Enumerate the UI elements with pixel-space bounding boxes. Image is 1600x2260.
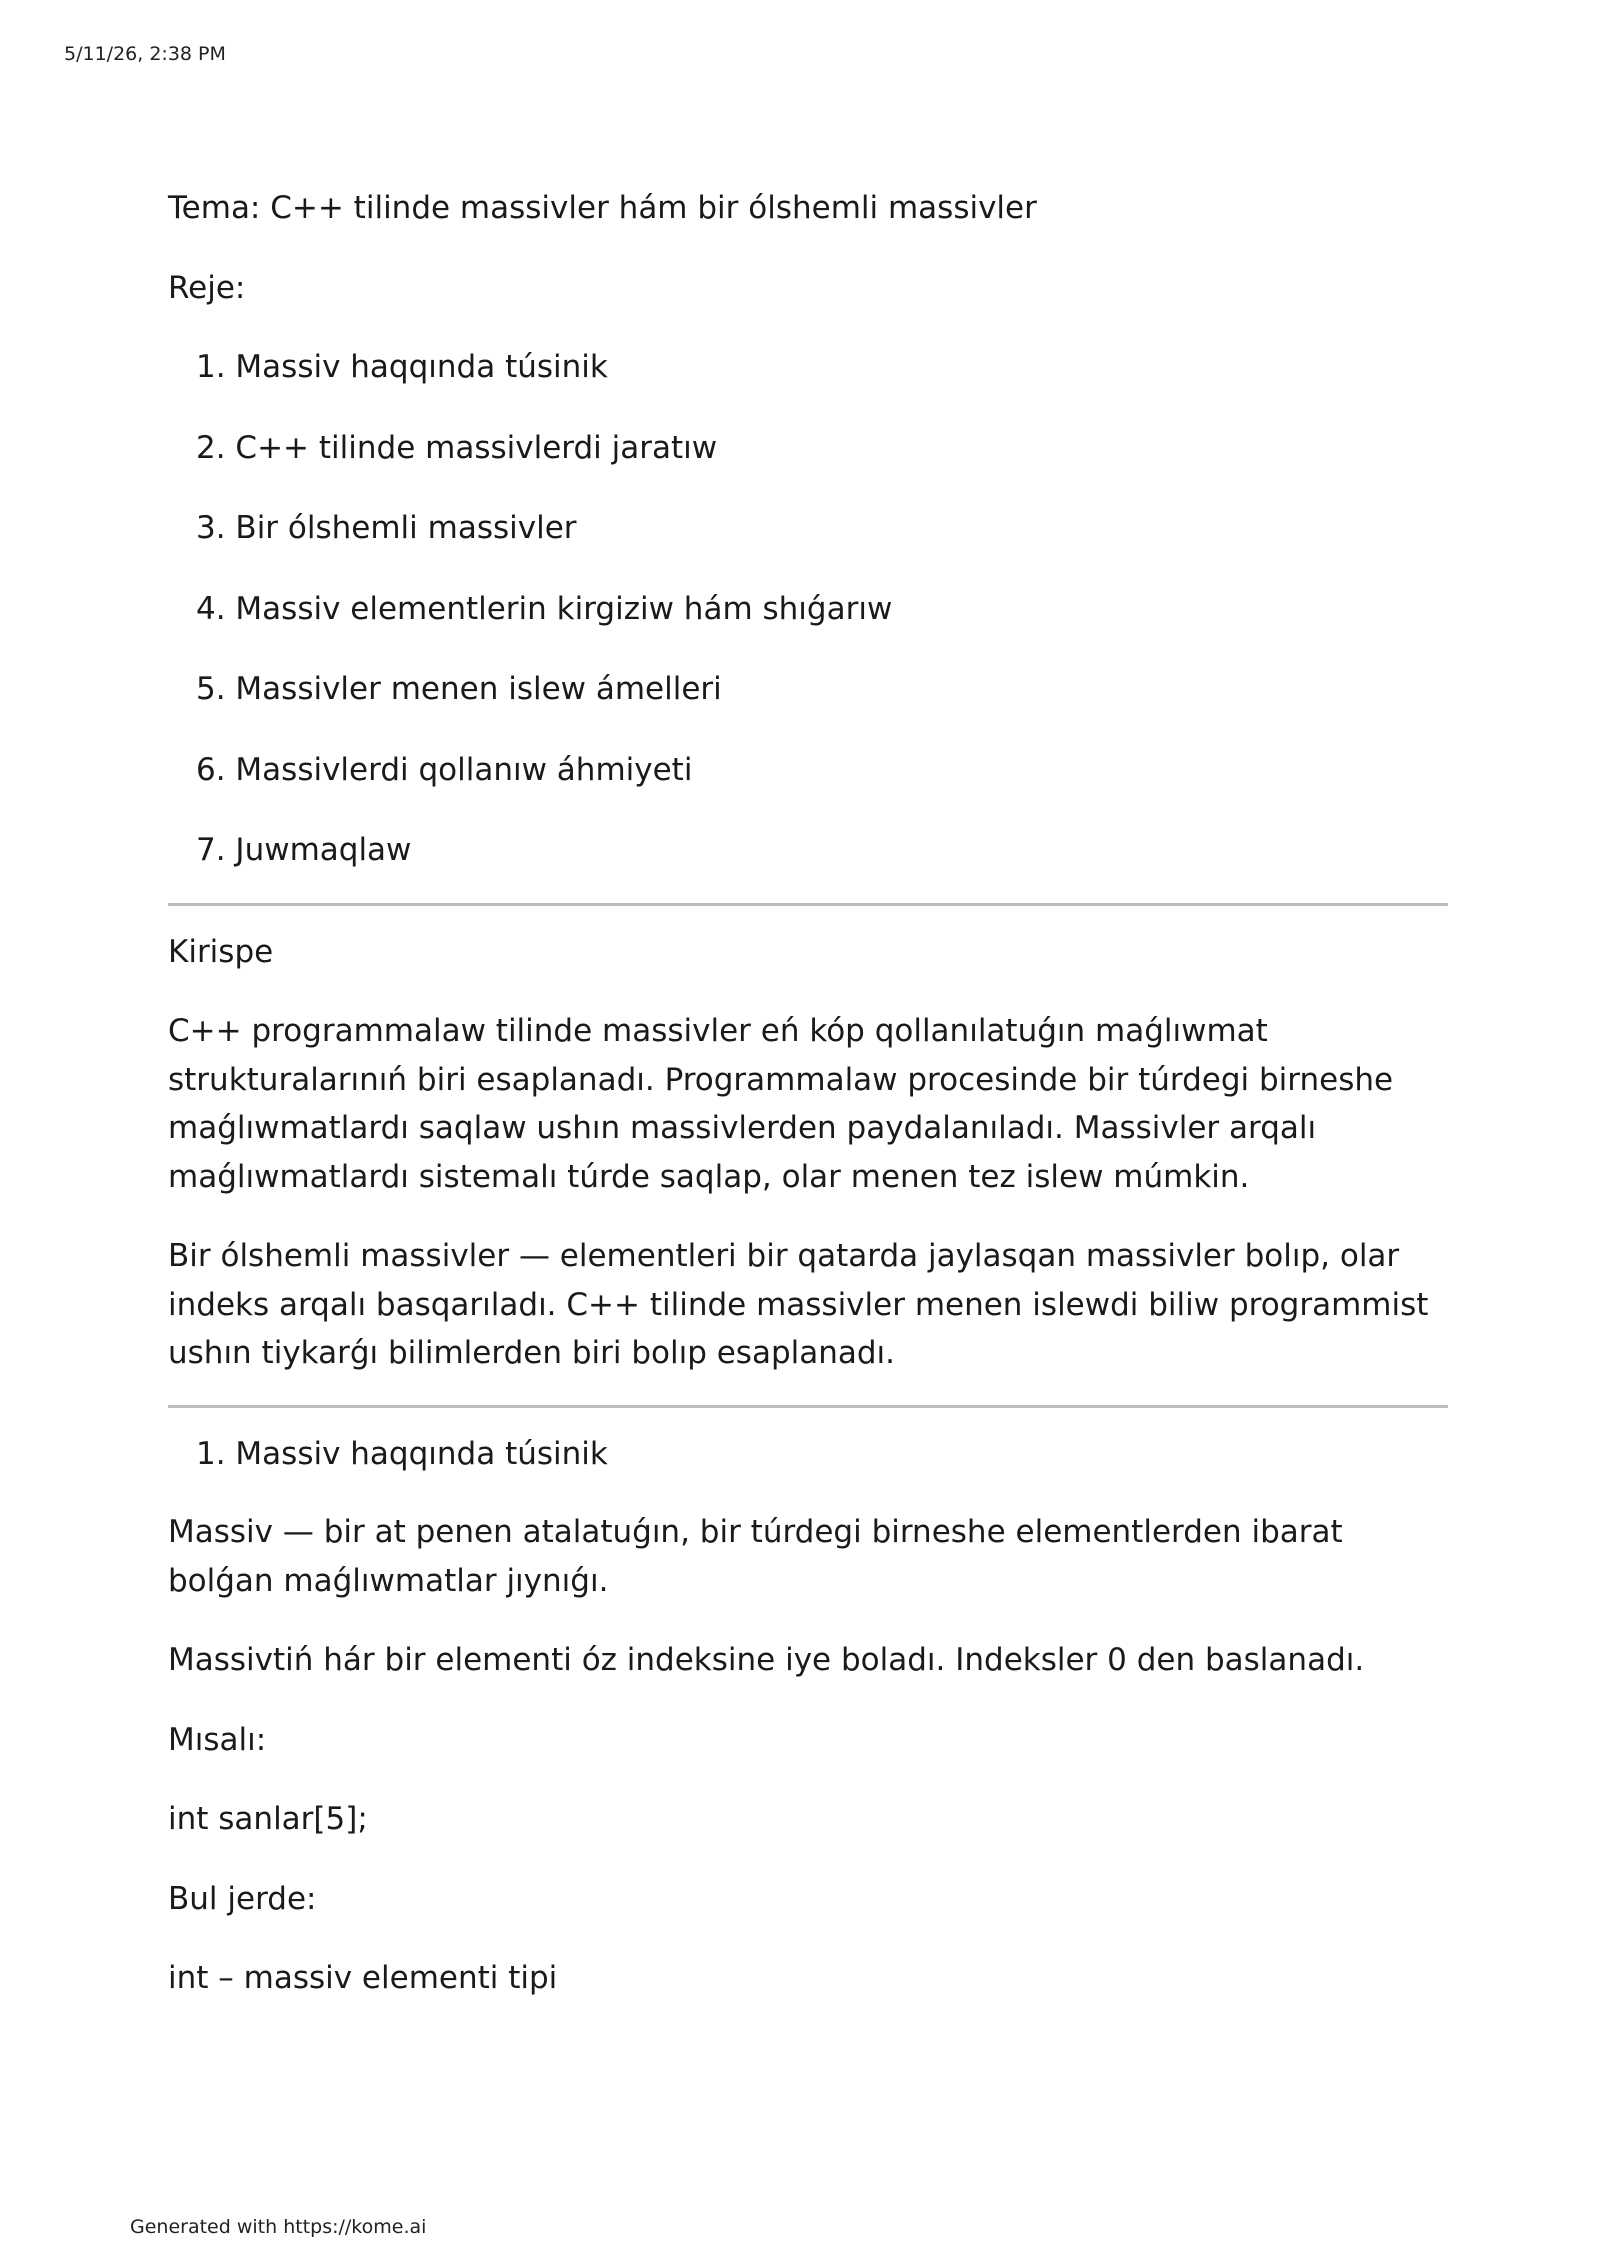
plan-item: 5. Massivler menen islew ámelleri bbox=[196, 671, 722, 707]
intro-heading: Kirispe bbox=[168, 933, 274, 970]
plan-item: 6. Massivlerdi qollanıw áhmiyeti bbox=[196, 751, 693, 788]
document-body bbox=[168, 184, 1448, 2034]
section-heading-list bbox=[168, 1430, 1448, 1479]
plan-item: 2. C++ tilinde massivlerdi jaratıw bbox=[196, 429, 718, 466]
example-code: int sanlar[5]; bbox=[168, 1801, 368, 1837]
plan-item: 4. Massiv elementlerin kirgiziw hám shıǵarıw bbox=[196, 590, 893, 627]
document-title: Tema: C++ tilinde massivler hám bir ólshemli massivler bbox=[168, 190, 1037, 226]
divider bbox=[168, 903, 1448, 906]
explanation-line: int – massiv elementi tipi bbox=[168, 1960, 558, 1996]
print-footer: Generated with https://kome.ai bbox=[130, 2216, 427, 2238]
section-paragraph: Massiv — bir at penen atalatuǵın, bir túrdegi birneshe elementlerden ibarat bolǵan maǵlıwmatlar jıynıǵı. bbox=[168, 1514, 1343, 1599]
plan-label: Reje: bbox=[168, 269, 246, 306]
plan-item: 3. Bir ólshemli massivler bbox=[196, 510, 577, 546]
print-timestamp: 5/11/26, 2:38 PM bbox=[64, 43, 226, 65]
intro-paragraph: C++ programmalaw tilinde massivler eń kóp qollanılatuǵın maǵlıwmat strukturalarınıń biri esaplanadı. Programmalaw procesinde bir túrdegi birneshe maǵlıwmatlardı saqlaw ushın massivlerden paydalanıladı. Massivler arqalı maǵlıwmatlardı sistemalı túrde saqlap, olar menen tez islew múmkin. bbox=[168, 1013, 1394, 1195]
plan-item: 1. Massiv haqqında túsinik bbox=[196, 349, 608, 385]
plan-list bbox=[168, 343, 1448, 875]
section-paragraph: Massivtiń hár bir elementi óz indeksine iye boladı. Indeksler 0 den baslanadı. bbox=[168, 1642, 1365, 1678]
here-label: Bul jerde: bbox=[168, 1880, 317, 1917]
divider bbox=[168, 1405, 1448, 1408]
section-heading: 1. Massiv haqqında túsinik bbox=[196, 1435, 608, 1472]
plan-item: 7. Juwmaqlaw bbox=[196, 832, 412, 868]
example-label: Mısalı: bbox=[168, 1721, 267, 1758]
intro-paragraph: Bir ólshemli massivler — elementleri bir qatarda jaylasqan massivler bolıp, olar indeks arqalı basqarıladı. C++ tilinde massivler menen islewdi biliw programmist ushın tiykarǵı bilimlerden biri bolıp esaplanadı. bbox=[168, 1238, 1429, 1371]
